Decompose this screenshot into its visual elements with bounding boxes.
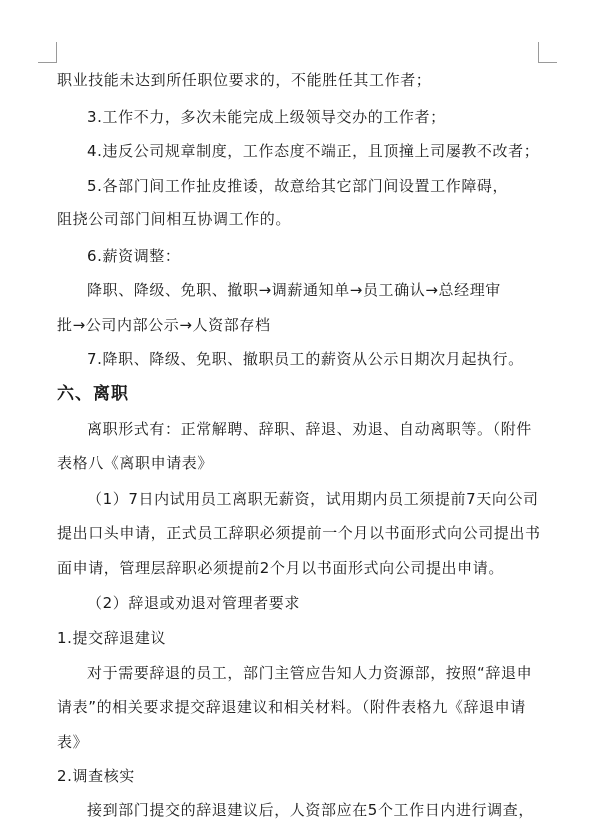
text-line: 对于需要辞退的员工，部门主管应告知人力资源部，按照“辞退申 [87, 664, 533, 682]
text-line: 7.降职、降级、免职、撤职员工的薪资从公示日期次月起执行。 [87, 350, 524, 368]
text-line: 职业技能未达到所任职位要求的，不能胜任其工作者； [57, 71, 432, 89]
text-line: （1）7日内试用员工离职无薪资，试用期内员工须提前7天向公司 [87, 490, 539, 508]
text-line: 6.薪资调整： [87, 247, 181, 265]
crop-mark-top-right [538, 42, 557, 63]
text-line: 批→公司内部公示→人资部存档 [57, 316, 271, 334]
text-line: 提出口头申请，正式员工辞职必须提前一个月以书面形式向公司提出书 [57, 524, 541, 542]
text-line: 离职形式有：正常解聘、辞职、辞退、劝退、自动离职等。（附件 [87, 420, 532, 438]
text-line: 面申请，管理层辞职必须提前2个月以书面形式向公司提出申请。 [57, 559, 504, 577]
text-line: 5.各部门间工作扯皮推诿，故意给其它部门间设置工作障碍， [87, 177, 509, 195]
text-line: （2）辞退或劝退对管理者要求 [87, 594, 300, 612]
text-line: 2.调查核实 [57, 767, 135, 785]
crop-mark-top-left [38, 42, 57, 63]
text-line: 4.违反公司规章制度，工作态度不端正，且顶撞上司屡教不改者； [87, 142, 540, 160]
text-line: 降职、降级、免职、撤职→调薪通知单→员工确认→总经理审 [87, 281, 501, 299]
text-line: 表格八《离职申请表》 [57, 454, 214, 472]
section-heading: 六、离职 [57, 384, 129, 404]
text-line: 阻挠公司部门间相互协调工作的。 [57, 210, 292, 228]
text-line: 表》 [57, 733, 89, 751]
text-line: 1.提交辞退建议 [57, 629, 167, 647]
text-line: 请表”的相关要求提交辞退建议和相关材料。（附件表格九《辞退申请 [57, 698, 526, 716]
text-line: 接到部门提交的辞退建议后，人资部应在5个工作日内进行调查， [87, 801, 534, 819]
text-line: 3.工作不力，多次未能完成上级领导交办的工作者； [87, 108, 446, 126]
